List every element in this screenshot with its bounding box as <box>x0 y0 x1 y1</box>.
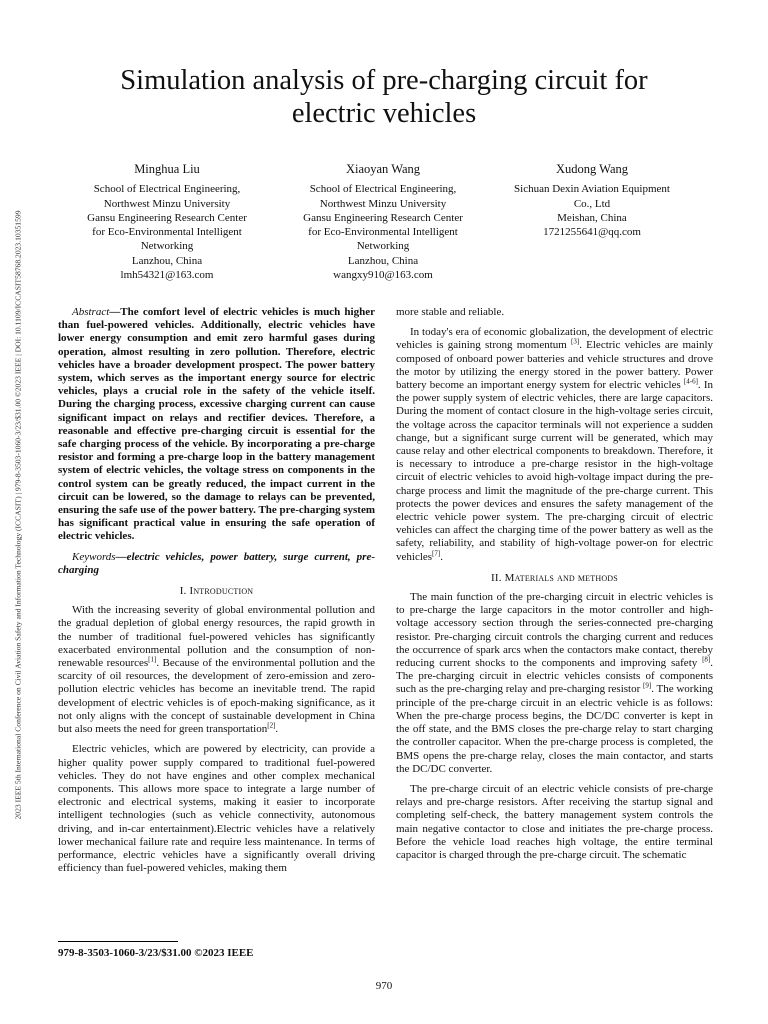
keywords-label: Keywords <box>72 550 116 563</box>
section-heading-introduction: I. Introduction <box>179 585 254 598</box>
author-name: Xiaoyan Wang <box>345 162 421 176</box>
footnote-copyright: 979-8-3503-1060-3/23/$31.00 ©2023 IEEE <box>58 947 254 959</box>
citation: [4-6] <box>683 377 698 386</box>
author-affiliation: School of Electrical Engineering, Northwest Minzu University Gansu Engineering Research Center for Eco-Environmental Intelligent Networking Lanzhou, China wangxy910@163.com <box>303 183 463 282</box>
citation: [3] <box>571 337 580 346</box>
body-paragraph: With the increasing severity of global environmental pollution and the gradual depletion of global energy resources, the rapid growth in the number of traditional fuel-powered vehicles has significantly exacerbated environmental pollution and the consumption of non-renewable resources[1]. Because of the environmental pollution and the scarcity of oil resources, the development of zero-emission and zero-pollution electric vehicles has become an inevitable trend. The rapid development of electric vehicles is of epoch-making significance, as it not only aligns with the concept of sustainable development in China but also meets the need for green transportation[2]. <box>58 604 375 736</box>
footnote-rule <box>58 941 178 942</box>
page-number: 970 <box>375 980 393 992</box>
body-paragraph: more stable and reliable. <box>396 306 505 318</box>
body-paragraph: In today's era of economic globalization, the development of electric vehicles is gaining strong momentum [3]. Electric vehicles are mainly composed of onboard power batteries and vehicle structures and drove the motor by utilizing the energy stored in the power battery. Power battery become an important energy system for electric vehicles [4-6]. In the power supply system of electric vehicles, there are large capacitors. During the moment of contact closure in the high-voltage series circuit, the voltage across the capacitor terminals will not experience a sudden change, but a significant surge current will be generated, which may cause relay and other electrical components to breakdown. Therefore, it is necessary to introduce a pre-charge resistor in the high-voltage circuit of electric vehicles to avoid high-voltage impact during the pre-charge process and limit the magnitude of the pre-charge current. This protects the power devices and ensures the safety management of the electric vehicle power system. The pre-charging circuit of electric vehicles can affect the charging time of the power battery as well as the safety, reliability, and stability of high-voltage power-on for electric vehicles[7]. <box>396 326 714 563</box>
abstract <box>58 306 375 544</box>
author-affiliation: School of Electrical Engineering, Northwest Minzu University Gansu Engineering Research Center for Eco-Environmental Intelligent Networking Lanzhou, China lmh54321@163.com <box>87 183 247 282</box>
side-doi-text: 2023 IEEE 5th International Conference on Civil Aviation Safety and Information Technology (ICCASIT) | 979-8-3503-1060-3/23/$31.00 ©2023 IEEE | DOI: 10.1109/ICCASIT58768.2023.10351599 <box>13 210 23 820</box>
citation: [2] <box>267 721 276 730</box>
body-paragraph: The pre-charge circuit of an electric vehicle consists of pre-charge relays and pre-charge resistors. After receiving the startup signal and completing self-check, the battery management system controls the main negative contactor to close and initiates the pre-charge process. Before the vehicle load reaches high voltage, the entire terminal capacitor is charged through the pre-charge circuit. The schematic <box>396 782 713 861</box>
left-column <box>58 306 375 882</box>
abstract-label: Abstract <box>72 306 110 318</box>
author-block-1 <box>52 162 282 282</box>
keywords-text: —electric vehicles, power battery, surge current, pre-charging <box>58 550 375 576</box>
citation: [9] <box>643 681 652 690</box>
paper-title: Simulation analysis of pre-charging circuit for electric vehicles <box>120 65 648 129</box>
body-paragraph: The main function of the pre-charging circuit in electric vehicles is to pre-charge the large capacitors in the motor controller and high-voltage accessory section through the series-connected pre-charging resistor. Pre-charging circuit controls the charging current and reduces the occurrence of spark arcs when the contactors make contact, thereby reducing current shocks to the components and improving safety [8]. The pre-charging circuit in electric vehicles consists of components such as the pre-charging relay and pre-charging resistor [9]. The working principle of the pre-charge circuit in an electric vehicle is as follows: When the pre-charge process begins, the DC/DC converter is kept in the off state, and the BMS closes the pre-charge relay to start charging the controller capacitor. When the pre-charge process is completed, the BMS opens the pre-charge relay, closes the main contactor, and starts the DC/DC converter. <box>396 591 714 775</box>
citation: [8] <box>702 655 711 664</box>
abstract-text: —The comfort level of electric vehicles is much higher than fuel-powered vehicles. Additionally, electric vehicles have lower energy consumption and emit zero harmful gases during operation, almost resulting in zero pollution. Therefore, electric vehicles have a broader development prospect. The power battery system, which serves as the important energy source for electric vehicles, plays a crucial role in the safety of the vehicle itself. During the charging process, excessive charging current can cause significant impact on relays and rectifier devices. Therefore, a reasonable and effective pre-charging circuit is essential for the safe charging process of the vehicle. By incorporating a pre-charge resistor and forming a pre-charge loop in the battery management system of electric vehicles, the voltage stress on components in the control system can be greatly reduced, the impact current in the circuit can be lowered, so the damage to relays can be prevented, ensuring the safe use of the power battery. The pre-charging system has significant practical value in ensuring the safe operation of electric vehicles. <box>58 306 375 543</box>
citation: [1] <box>148 655 157 664</box>
author-name: Minghua Liu <box>134 162 200 176</box>
citation: [7] <box>432 549 441 557</box>
body-paragraph: Electric vehicles, which are powered by electricity, can provide a higher quality power supply compared to traditional fuel-powered vehicles. They do not have engines and other complex mechanical components. This allows more space to integrate a large number of electronic and electrical systems, making it easier to incorporate intelligent technologies (such as vehicle connectivity, autonomous driving, and in-car entertainment).Electric vehicles have a relatively lower mechanical failure rate and require less maintenance. In terms of performance, electric vehicles have a significantly overall driving efficiency than fuel-powered vehicles, making them <box>58 743 375 875</box>
author-name: Xudong Wang <box>555 162 629 176</box>
author-affiliation: Sichuan Dexin Aviation Equipment Co., Ltd Meishan, China 1721255641@qq.com <box>514 183 670 239</box>
right-column <box>396 306 713 869</box>
section-heading-methods: II. Materials and methods <box>491 571 618 584</box>
author-block-2 <box>268 162 498 282</box>
author-block-3 <box>477 162 707 239</box>
keywords <box>58 551 375 577</box>
